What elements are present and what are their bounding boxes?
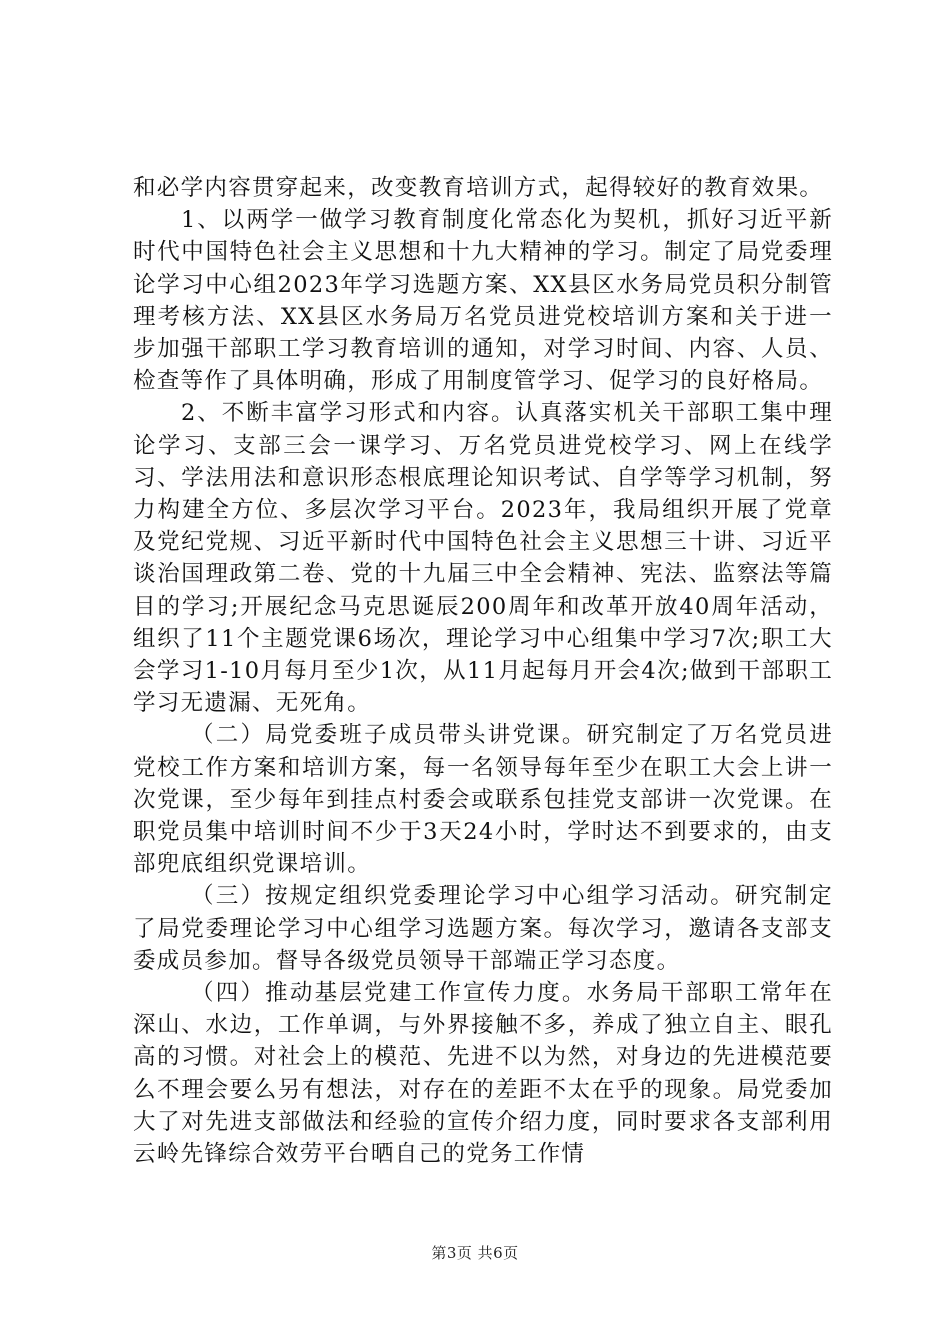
paragraph-section-2: （二）局党委班子成员带头讲党课。研究制定了万名党员进党校工作方案和培训方案，每一名领导每年至少在职工大会上讲一次党课，至少每年到挂点村委会或联系包挂党支部讲一次党课。在职党员集中培训时间不少于3天24小时，学时达不到要求的，由支部兜底组织党课培训。 xyxy=(133,722,833,878)
paragraph-section-3: （三）按规定组织党委理论学习中心组学习活动。研究制定了局党委理论学习中心组学习选题方案。每次学习，邀请各支部支委成员参加。督导各级党员领导干部端正学习态度。 xyxy=(133,883,833,974)
document-body xyxy=(133,172,833,1170)
paragraph-item-1: 1、以两学一做学习教育制度化常态化为契机，抓好习近平新时代中国特色社会主义思想和十九大精神的学习。制定了局党委理论学习中心组2023年学习选题方案、XX县区水务局党员积分制管理考核方法、XX县区水务局万名党员进党校培训方案和关于进一步加强干部职工学习教育培训的通知，对学习时间、内容、人员、检查等作了具体明确，形成了用制度管学习、促学习的良好格局。 xyxy=(133,207,833,395)
paragraph-section-4: （四）推动基层党建工作宣传力度。水务局干部职工常年在深山、水边，工作单调，与外界接触不多，养成了独立自主、眼孔高的习惯。对社会上的模范、先进不以为然，对身边的先进模范要么不理会要么另有想法，对存在的差距不太在乎的现象。局党委加大了对先进支部做法和经验的宣传介绍力度，同时要求各支部利用云岭先锋综合效劳平台晒自己的党务工作情 xyxy=(133,980,833,1168)
paragraph-continuation: 和必学内容贯穿起来，改变教育培训方式，起得较好的教育效果。 xyxy=(133,175,824,201)
paragraph-item-2: 2、不断丰富学习形式和内容。认真落实机关干部职工集中理论学习、支部三会一课学习、万名党员进党校学习、网上在线学习、学法用法和意识形态根底理论知识考试、自学等学习机制，努力构建全方位、多层次学习平台。2023年，我局组织开展了党章及党纪党规、习近平新时代中国特色社会主义思想三十讲、习近平谈治国理政第二卷、党的十九届三中全会精神、宪法、监察法等篇目的学习;开展纪念马克思诞辰200周年和改革开放40周年活动，组织了11个主题党课6场次，理论学习中心组集中学习7次;职工大会学习1-10月每月至少1次，从11月起每月开会4次;做到干部职工学习无遗漏、无死角。 xyxy=(133,400,833,717)
page-number-footer: 第3页 共6页 xyxy=(431,1244,519,1262)
